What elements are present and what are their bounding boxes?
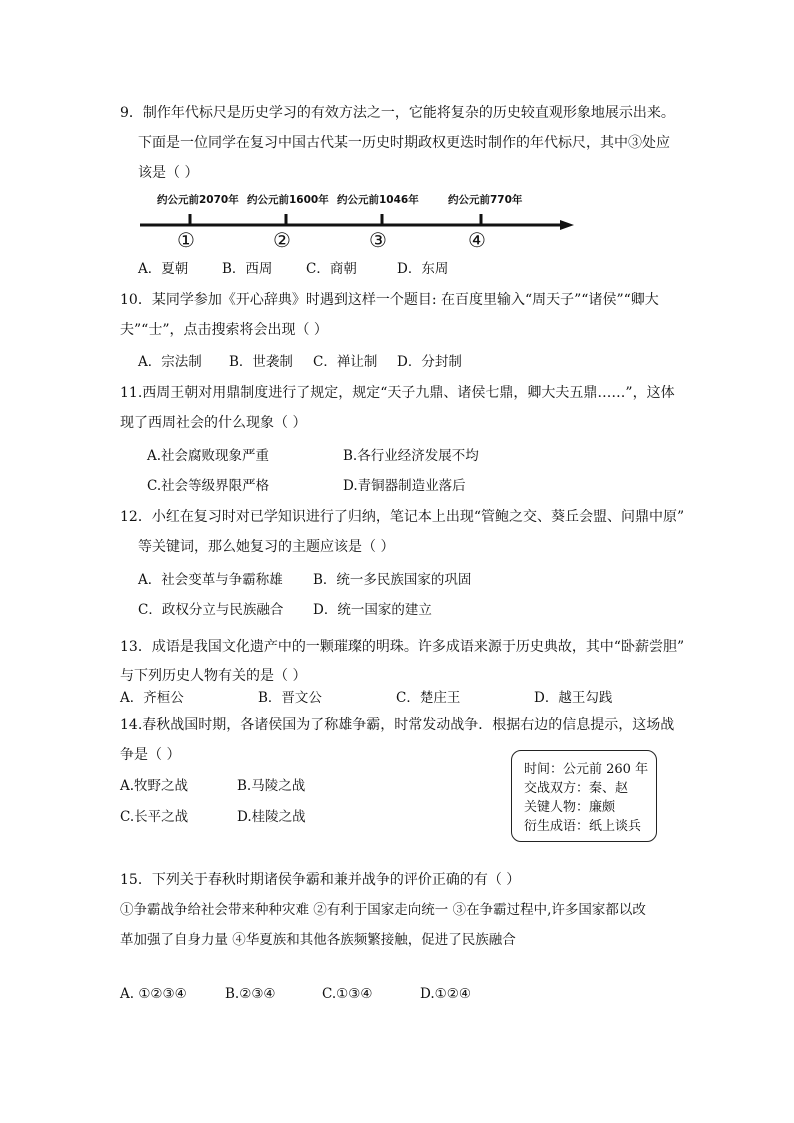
q9-option-c[interactable]: C．商朝 bbox=[306, 261, 357, 277]
q9-stem-line2: 下面是一位同学在复习中国古代某一历史时期政权更迭时制作的年代标尺，其中③处应 bbox=[138, 135, 670, 151]
q15-option-a[interactable]: A. ①②③④ bbox=[120, 986, 187, 1002]
q13-option-b[interactable]: B．晋文公 bbox=[258, 690, 322, 706]
q14-option-c[interactable]: C.长平之战 bbox=[120, 809, 189, 825]
q13-option-c[interactable]: C．楚庄王 bbox=[396, 690, 461, 706]
battle-info-box bbox=[511, 750, 657, 842]
q9-option-d[interactable]: D．东周 bbox=[397, 261, 449, 277]
q9-stem-line1: 9．制作年代标尺是历史学习的有效方法之一，它能将复杂的历史较直观形象地展示出来。 bbox=[120, 105, 675, 121]
timeline-label-2: 约公元前1600年 bbox=[247, 194, 329, 206]
timeline-label-3: 约公元前1046年 bbox=[337, 194, 419, 206]
q13-option-d[interactable]: D．越王勾践 bbox=[534, 690, 613, 706]
info-idiom: 衍生成语：纸上谈兵 bbox=[524, 819, 642, 834]
q9-option-a[interactable]: A．夏朝 bbox=[138, 261, 189, 277]
timeline-marker-1: ① bbox=[177, 228, 195, 252]
q9-option-b[interactable]: B．西周 bbox=[222, 261, 273, 277]
q9-stem-line3: 该是（ ） bbox=[138, 165, 199, 181]
q10-option-c[interactable]: C．禅让制 bbox=[313, 354, 378, 370]
q12-option-b[interactable]: B．统一多民族国家的巩固 bbox=[313, 572, 472, 588]
q15-stem-line1: 15．下列关于春秋时期诸侯争霸和兼并战争的评价正确的有（ ） bbox=[120, 872, 521, 888]
q14-option-a[interactable]: A.牧野之战 bbox=[120, 778, 189, 794]
q13-stem-line1: 13．成语是我国文化遗产中的一颗璀璨的明珠。许多成语来源于历史典故，其中“卧薪尝胆” bbox=[120, 639, 685, 655]
q10-option-a[interactable]: A．宗法制 bbox=[138, 354, 202, 370]
q14-stem-line1: 14.春秋战国时期，各诸侯国为了称雄争霸，时常发动战争．根据右边的信息提示，这场战 bbox=[120, 717, 675, 733]
info-key-figure: 关键人物：廉颇 bbox=[524, 800, 616, 815]
info-belligerents: 交战双方：秦、赵 bbox=[524, 781, 629, 796]
timeline-arrow-head bbox=[560, 220, 574, 230]
timeline-marker-2: ② bbox=[273, 228, 291, 252]
q14-option-b[interactable]: B.马陵之战 bbox=[237, 778, 306, 794]
timeline-marker-3: ③ bbox=[369, 228, 387, 252]
q13-stem-line2: 与下列历史人物有关的是（ ） bbox=[120, 668, 307, 684]
timeline-marker-4: ④ bbox=[468, 228, 486, 252]
q10-option-d[interactable]: D．分封制 bbox=[397, 354, 462, 370]
q11-stem-line2: 现了西周社会的什么现象（ ） bbox=[120, 415, 307, 431]
q15-stem-line2: ①争霸战争给社会带来种种灾难 ②有利于国家走向统一 ③在争霸过程中,许多国家都以改 bbox=[120, 902, 646, 918]
q14-stem-line2: 争是（ ） bbox=[120, 747, 181, 763]
q12-stem-line2: 等关键词，那么她复习的主题应该是（ ） bbox=[138, 539, 395, 555]
q11-option-a[interactable]: A.社会腐败现象严重 bbox=[147, 448, 270, 464]
q12-option-d[interactable]: D．统一国家的建立 bbox=[313, 602, 432, 618]
timeline-label-4: 约公元前770年 bbox=[448, 194, 523, 206]
timeline-axis bbox=[0, 208, 794, 268]
info-time: 时间：公元前 260 年 bbox=[524, 762, 649, 777]
q15-option-d[interactable]: D.①②④ bbox=[420, 986, 471, 1002]
q10-stem-line2: 夫”“士”，点击搜索将会出现（ ） bbox=[120, 322, 328, 338]
q15-option-c[interactable]: C.①③④ bbox=[322, 986, 373, 1002]
q13-option-a[interactable]: A．齐桓公 bbox=[120, 690, 184, 706]
q11-stem-line1: 11.西周王朝对用鼎制度进行了规定，规定“天子九鼎、诸侯七鼎，卿大夫五鼎……”，这体 bbox=[120, 385, 675, 401]
q15-option-b[interactable]: B.②③④ bbox=[225, 986, 276, 1002]
q11-option-d[interactable]: D.青铜器制造业落后 bbox=[343, 478, 466, 494]
q12-option-a[interactable]: A．社会变革与争霸称雄 bbox=[138, 572, 283, 588]
q11-option-c[interactable]: C.社会等级界限严格 bbox=[147, 478, 270, 494]
timeline-label-1: 约公元前2070年 bbox=[157, 194, 239, 206]
q15-stem-line3: 革加强了自身力量 ④华夏族和其他各族频繁接触，促进了民族融合 bbox=[120, 932, 516, 948]
q10-option-b[interactable]: B．世袭制 bbox=[229, 354, 293, 370]
q11-option-b[interactable]: B.各行业经济发展不均 bbox=[343, 448, 479, 464]
q14-option-d[interactable]: D.桂陵之战 bbox=[237, 809, 306, 825]
q12-stem-line1: 12．小红在复习时对已学知识进行了归纳，笔记本上出现“管鲍之交、葵丘会盟、问鼎中原” bbox=[120, 509, 685, 525]
q12-option-c[interactable]: C．政权分立与民族融合 bbox=[138, 602, 284, 618]
q10-stem-line1: 10．某同学参加《开心辞典》时遇到这样一个题目: 在百度里输入“周天子”“诸侯”“卿大 bbox=[120, 292, 659, 308]
